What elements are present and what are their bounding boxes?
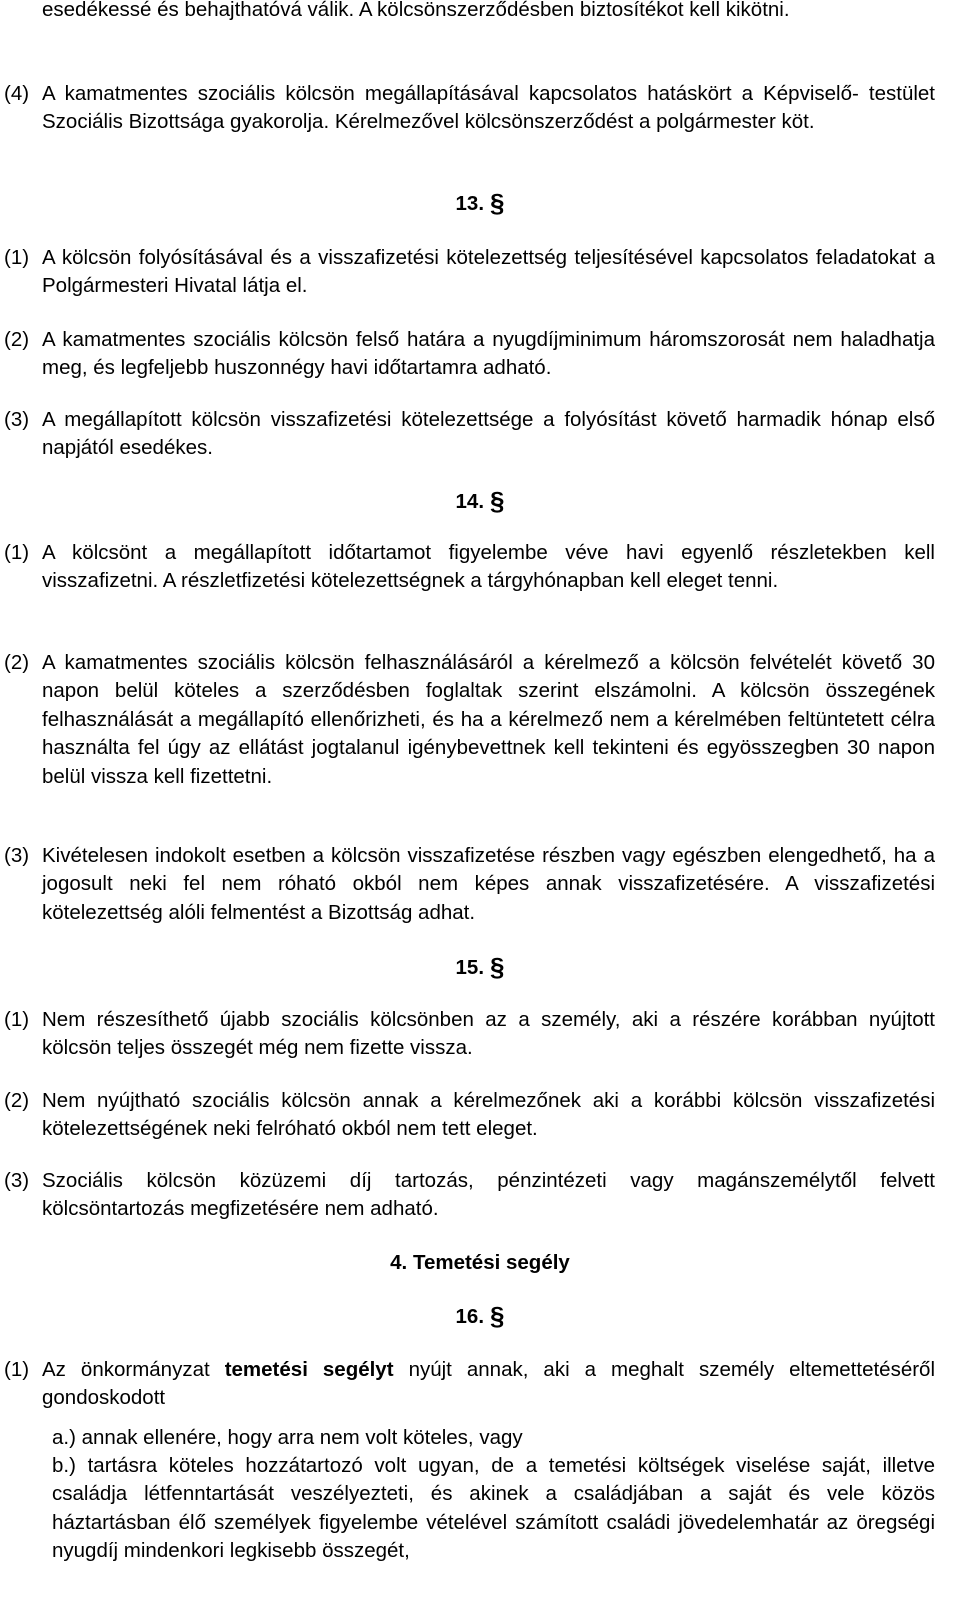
paragraph-text: A kölcsönt a megállapított időtartamot figyelembe véve havi egyenlő részletekben kell visszafizetni. A részletfizetési kötelezettségnek a tárgyhónapban kell eleget tenni. bbox=[42, 541, 935, 593]
bold-term: temetési segélyt bbox=[224, 1358, 394, 1381]
section-heading-13 bbox=[0, 189, 960, 218]
paragraph-text: A megállapított kölcsön visszafizetési kötelezettsége a folyósítást követő harmadik hónap első napjától esedékes. bbox=[42, 408, 935, 460]
text-before-bold: Az önkormányzat bbox=[42, 1358, 210, 1381]
paragraph-number: (3) bbox=[4, 1169, 30, 1192]
paragraph-number: (2) bbox=[4, 1089, 30, 1112]
paragraph-text: A kamatmentes szociális kölcsön felső határa a nyugdíjminimum háromszorosát nem haladhatja meg, és legfeljebb huszonnégy havi időtartamra adható. bbox=[42, 328, 935, 380]
section-symbol: § bbox=[490, 952, 505, 982]
section-number: 15. bbox=[455, 956, 485, 979]
paragraph-text: A kamatmentes szociális kölcsön felhasználásáról a kérelmező a kölcsön felvételét követő 30 napon belül köteles a szerződésben foglaltak szerint elszámolni. A kölcsön összegének felhasználását a megállapító ellenőrizheti, és ha a kérelmező nem a kérelmében feltüntetett célra használta fel úgy az ellátást jogtalanul igénybevettnek kell tekinteni és egyösszegben 30 napon belül vissza kell fizettetni. bbox=[42, 651, 935, 788]
section-symbol: § bbox=[490, 188, 505, 218]
paragraph-text: Kivételesen indokolt esetben a kölcsön visszafizetése részben vagy egészben elengedhető, ha a jogosult neki fel nem róható okból nem képes annak visszafizetésére. A visszafizetési kötelezettség alóli felmentést a Bizottság adhat. bbox=[42, 844, 935, 924]
paragraph-number: (2) bbox=[4, 328, 30, 351]
continuation-text: esedékessé és behajthatóvá válik. A kölcsönszerződésben biztosítékot kell kikötni. bbox=[42, 0, 790, 21]
paragraph-number: (1) bbox=[4, 541, 30, 564]
paragraph-number: (1) bbox=[4, 1008, 30, 1031]
section-number: 16. bbox=[455, 1305, 485, 1328]
paragraph-number: (3) bbox=[4, 408, 30, 431]
section-number: 14. bbox=[455, 490, 485, 513]
list-item-a: a.) annak ellenére, hogy arra nem volt köteles, vagy bbox=[52, 1426, 523, 1449]
section-heading-14 bbox=[0, 487, 960, 516]
section-symbol: § bbox=[490, 486, 505, 516]
paragraph-text: Nem nyújtható szociális kölcsön annak a kérelmezőnek aki a korábbi kölcsön visszafizetési kötelezettségének neki felróható okból nem tett eleget. bbox=[42, 1089, 935, 1141]
paragraph-text: Szociális kölcsön közüzemi díj tartozás, pénzintézeti vagy magánszemélytől felvett kölcsöntartozás megfizetésére nem adható. bbox=[42, 1169, 935, 1221]
text-after-bold: nyújt annak, aki a meghalt személy eltemettetéséről gondoskodott bbox=[42, 1358, 936, 1410]
paragraph-text: A kölcsön folyósításával és a visszafizetési kötelezettség teljesítésével kapcsolatos feladatokat a Polgármesteri Hivatal látja el. bbox=[42, 246, 935, 298]
paragraph-number: (1) bbox=[4, 1358, 30, 1381]
paragraph-number: (2) bbox=[4, 651, 30, 674]
paragraph-text bbox=[42, 1356, 935, 1413]
section-number: 13. bbox=[455, 192, 485, 215]
paragraph-number: (4) bbox=[4, 82, 30, 105]
paragraph-number: (3) bbox=[4, 844, 30, 867]
section-heading-16 bbox=[0, 1302, 960, 1331]
paragraph-number: (1) bbox=[4, 246, 30, 269]
chapter-title: 4. Temetési segély bbox=[390, 1251, 570, 1274]
paragraph-text: A kamatmentes szociális kölcsön megállapításával kapcsolatos hatáskört a Képviselő- testület Szociális Bizottsága gyakorolja. Kérelmezővel kölcsönszerződést a polgármester köt. bbox=[42, 82, 935, 134]
section-heading-15 bbox=[0, 953, 960, 982]
section-symbol: § bbox=[490, 1301, 505, 1331]
list-item-b: b.) tartásra köteles hozzátartozó volt ugyan, de a temetési költségek viselése saját, illetve családja létfenntartását veszélyezteti, és akinek a családjában a saját és vele közös háztartásban élő személyek figyelembe vételével számított családi jövedelemhatár az öregségi nyugdíj mindenkori legkisebb összegét, bbox=[52, 1454, 935, 1563]
paragraph-text: Nem részesíthető újabb szociális kölcsönben az a személy, aki a részére korábban nyújtott kölcsön teljes összegét még nem fizette vissza. bbox=[42, 1008, 935, 1060]
